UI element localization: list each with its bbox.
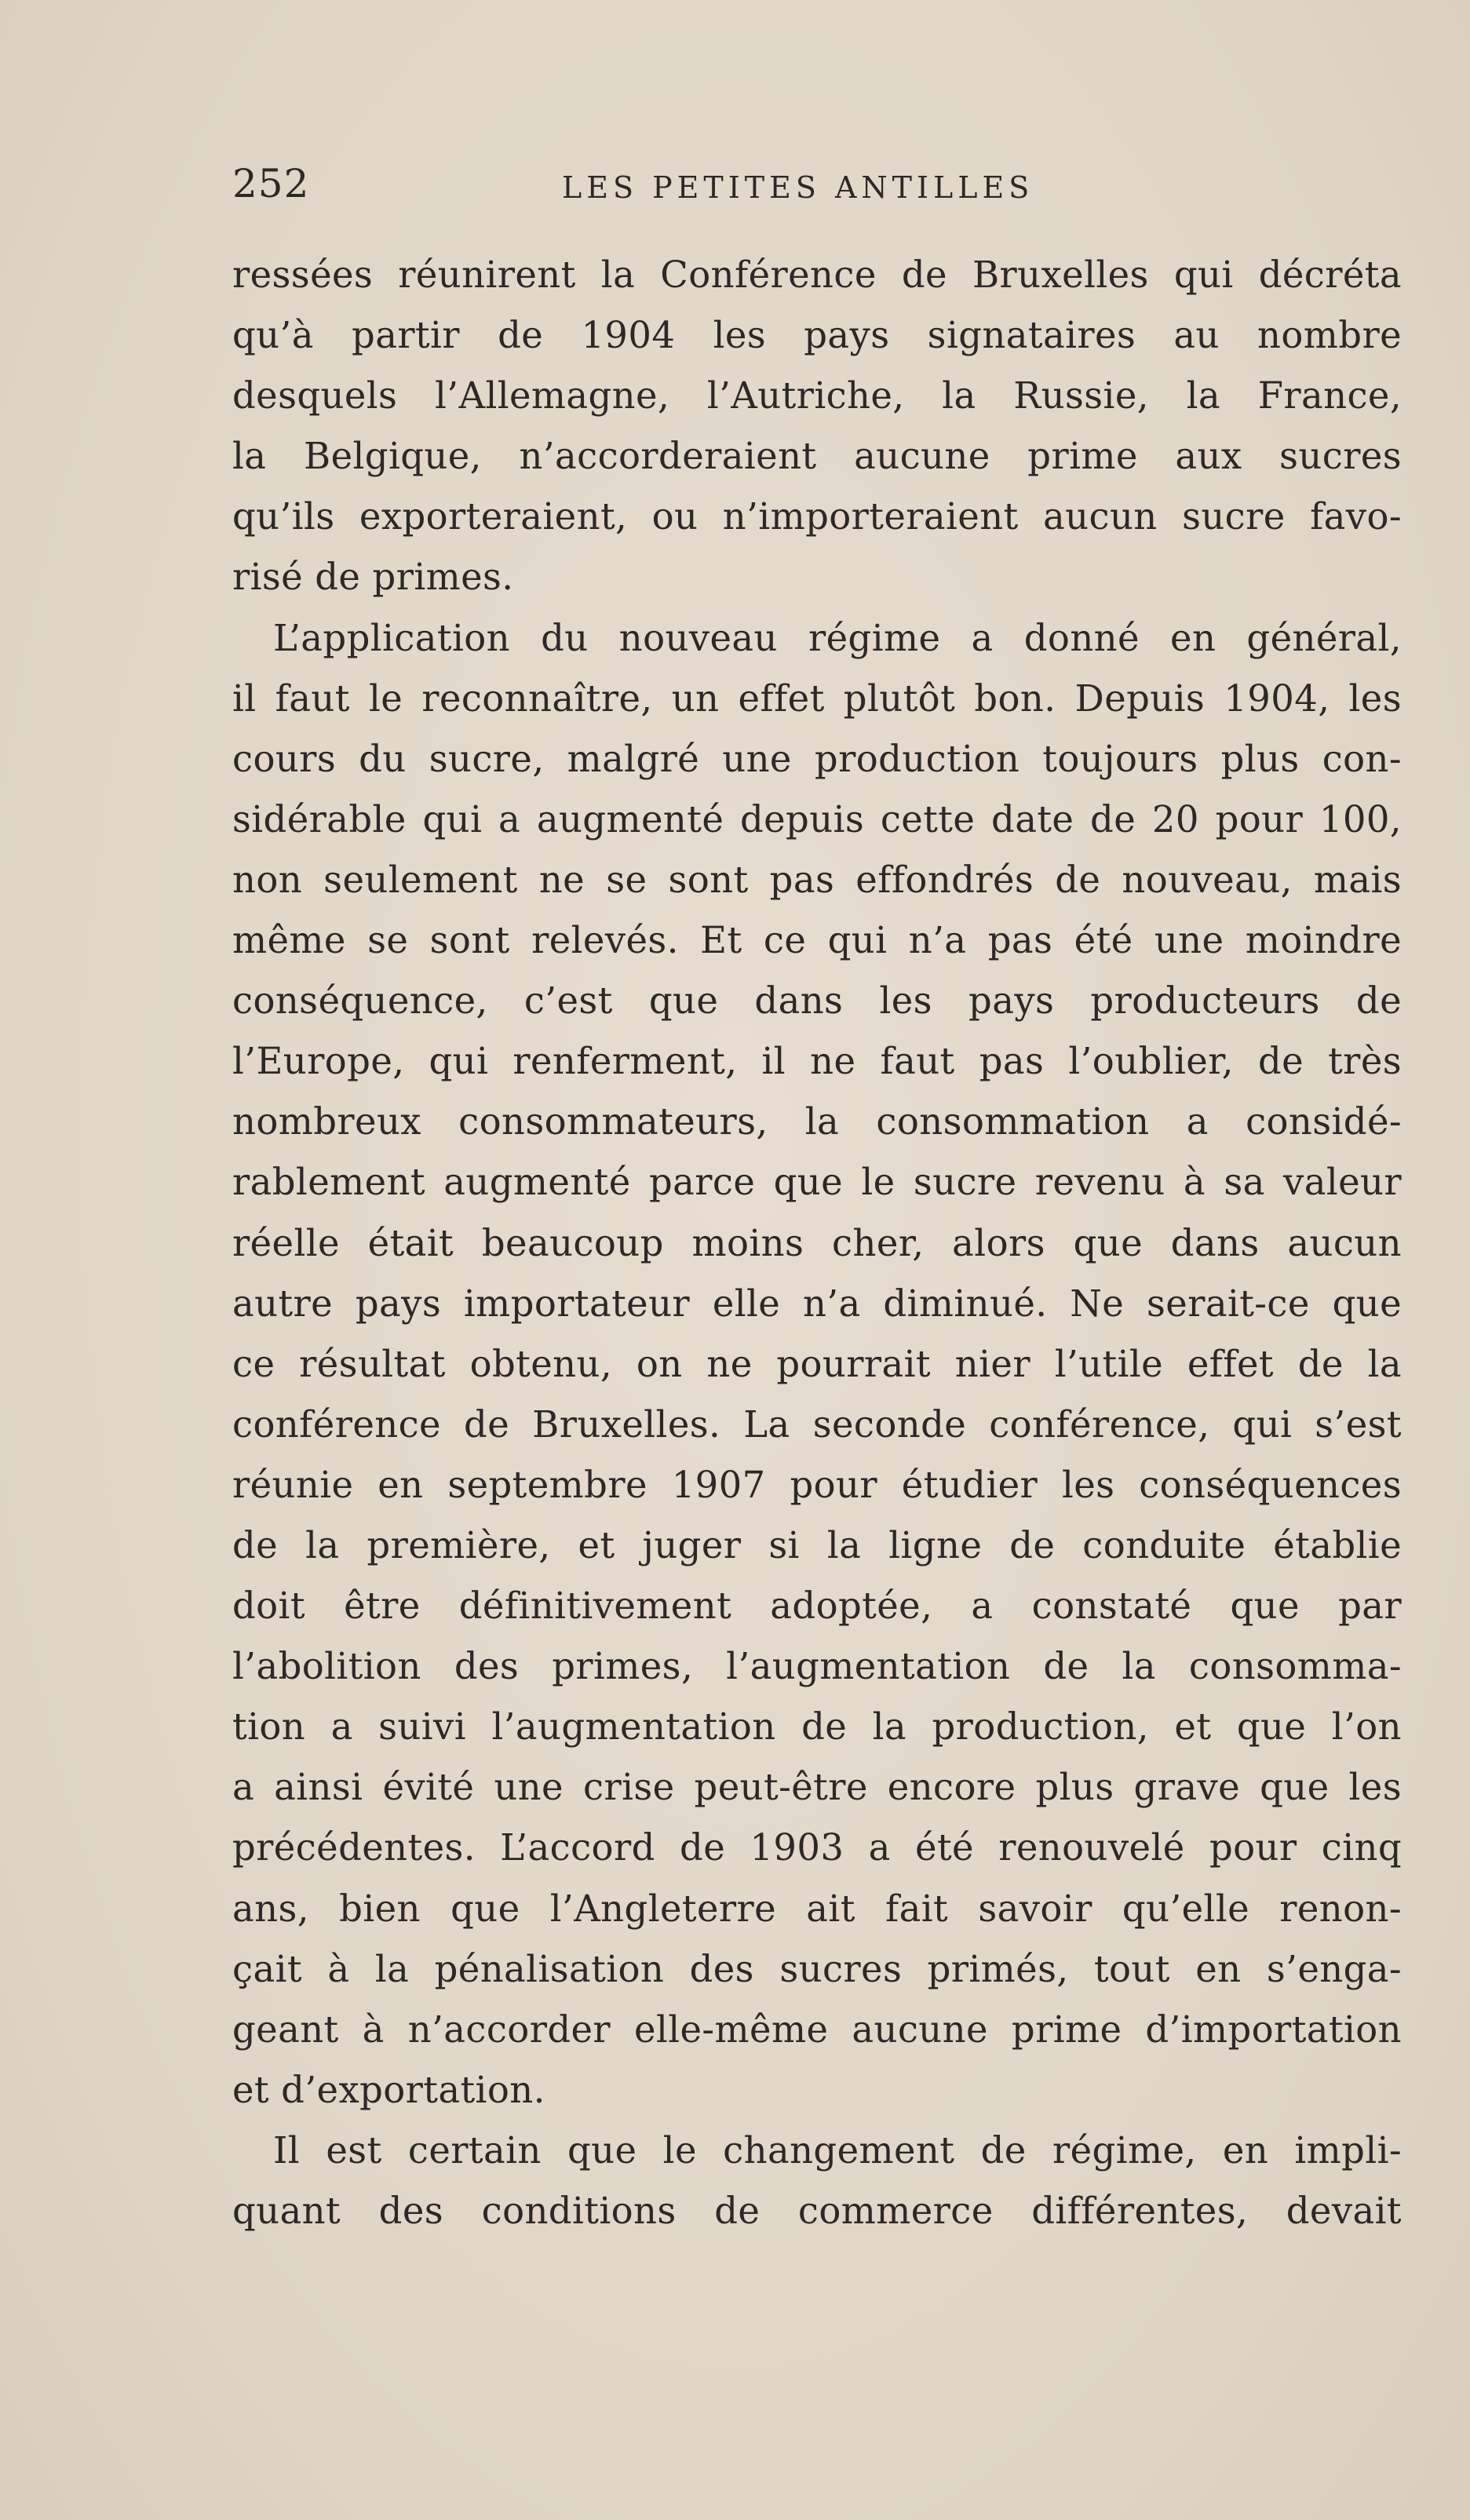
text-line: geant à n’accorder elle-même aucune prime d’importation — [232, 2008, 1402, 2051]
text-line: sidérable qui a augmenté depuis cette date de 20 pour 100, — [232, 797, 1402, 841]
text-line: conséquence, c’est que dans les pays producteurs de — [232, 979, 1402, 1023]
text-line: a ainsi évité une crise peut-être encore plus grave que les — [232, 1766, 1402, 1809]
text-line: l’abolition des primes, l’augmentation de la consomma- — [232, 1645, 1402, 1688]
text-line: l’Europe, qui renferment, il ne faut pas l’oublier, de très — [232, 1040, 1402, 1083]
text-line: rablement augmenté parce que le sucre revenu à sa valeur — [232, 1161, 1402, 1204]
text-line: nombreux consommateurs, la consommation a considé- — [232, 1100, 1402, 1143]
text-line: cours du sucre, malgré une production toujours plus con- — [232, 737, 1402, 780]
text-line: risé de primes. — [232, 556, 514, 599]
body-text — [232, 245, 1402, 2241]
text-line: quant des conditions de commerce différentes, devait — [232, 2190, 1402, 2232]
text-line: précédentes. L’accord de 1903 a été renouvelé pour cinq — [232, 1826, 1402, 1869]
running-title: LES PETITES ANTILLES — [562, 170, 1034, 205]
text-line: ressées réunirent la Conférence de Bruxelles qui décréta — [232, 253, 1402, 296]
text-line: çait à la pénalisation des sucres primés, tout en s’enga- — [232, 1947, 1402, 1990]
text-line: Il est certain que le changement de régime, en impli- — [273, 2128, 1402, 2172]
text-line: et d’exportation. — [232, 2068, 545, 2111]
text-line: doit être définitivement adoptée, a constaté que par — [232, 1585, 1402, 1628]
text-line: réelle était beaucoup moins cher, alors que dans aucun — [232, 1221, 1402, 1264]
text-line: de la première, et juger si la ligne de conduite établie — [232, 1523, 1402, 1566]
text-line: tion a suivi l’augmentation de la production, et que l’on — [232, 1705, 1402, 1749]
text-line: ce résultat obtenu, on ne pourrait nier l’utile effet de la — [232, 1342, 1402, 1385]
text-line: autre pays importateur elle n’a diminué. Ne serait-ce que — [232, 1282, 1402, 1325]
page-number: 252 — [232, 161, 310, 206]
page-header — [232, 161, 1402, 216]
text-line: qu’ils exporteraient, ou n’importeraient aucun sucre favo- — [232, 495, 1402, 538]
text-line: conférence de Bruxelles. La seconde conférence, qui s’est — [232, 1402, 1402, 1446]
text-line: ans, bien que l’Angleterre ait fait savoir qu’elle renon- — [232, 1887, 1402, 1930]
text-line: desquels l’Allemagne, l’Autriche, la Russie, la France, — [232, 374, 1402, 418]
text-line: il faut le reconnaître, un effet plutôt bon. Depuis 1904, les — [232, 676, 1402, 720]
text-line: L’application du nouveau régime a donné en général, — [273, 616, 1402, 659]
text-line: même se sont relevés. Et ce qui n’a pas été une moindre — [232, 919, 1402, 962]
text-line: non seulement ne se sont pas effondrés de nouveau, mais — [232, 858, 1402, 901]
text-line: la Belgique, n’accorderaient aucune prime aux sucres — [232, 435, 1402, 478]
text-line: réunie en septembre 1907 pour étudier les conséquences — [232, 1463, 1402, 1506]
text-line: qu’à partir de 1904 les pays signataires au nombre — [232, 314, 1402, 357]
